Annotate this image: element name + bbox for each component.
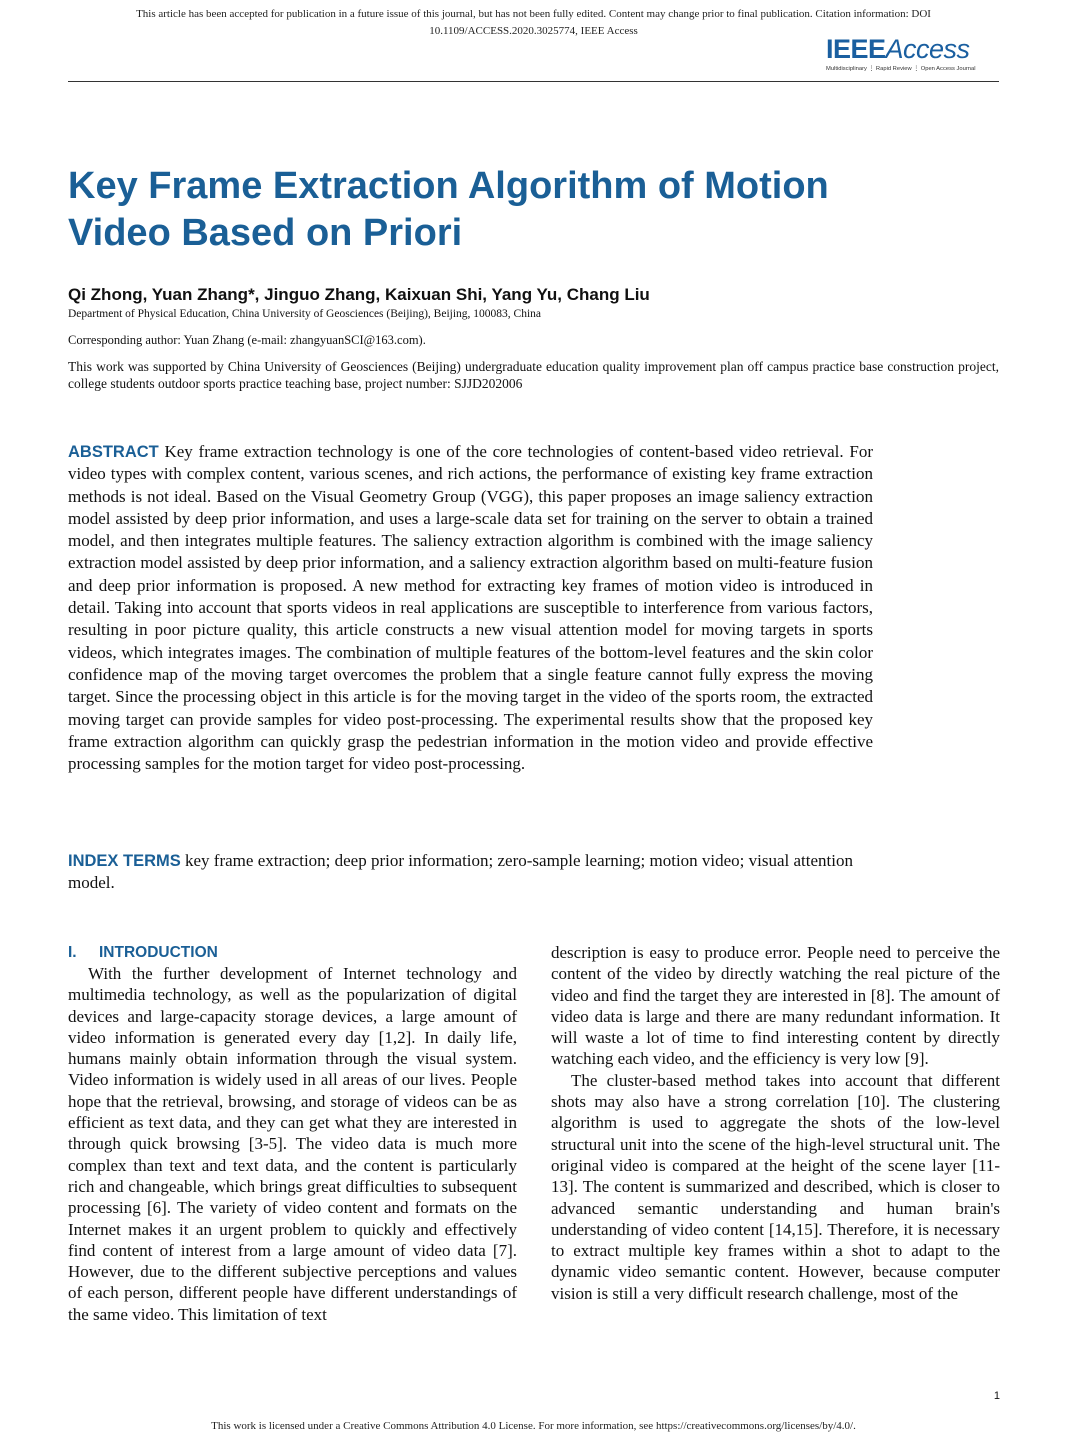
body-column-right: [551, 942, 1000, 1304]
title-line-2: Video Based on Priori: [68, 212, 463, 254]
page-number: 1: [993, 1390, 1000, 1402]
funding-statement: This work was supported by China University of Geosciences (Beijing) undergraduate education quality improvement plan off campus practice base construction project, college students outdoor sports practice teaching base, project number: SJJD202006: [68, 359, 999, 391]
logo-access-text: Access: [885, 34, 970, 64]
license-notice: This work is licensed under a Creative Commons Attribution 4.0 License. For more information, see https://creativecommons.org/licenses/by/4.0/.: [211, 1420, 856, 1432]
index-terms: [68, 850, 873, 895]
author-list: Qi Zhong, Yuan Zhang*, Jinguo Zhang, Kaixuan Shi, Yang Yu, Chang Liu: [68, 285, 650, 304]
abstract: [68, 441, 873, 775]
title-line-1: Key Frame Extraction Algorithm of Motion: [68, 165, 829, 207]
paragraph: With the further development of Internet technology and multimedia technology, as well as the popularization of digital devices and large-capacity storage devices, a large amount of video information is generated every day [1,2]. In daily life, humans mainly obtain information through the visual system. Video information is widely used in all areas of our lives. People hope that the retrieval, browsing, and storage of videos can be as efficient as text data, and they can get what they are interested in through quick browsing [3-5]. The video data is much more complex than text and text data, and the content is particularly rich and changeable, which brings great difficulties to subsequent processing [6]. The variety of video content and formats on the Internet makes it an urgent problem to quickly and effectively find content of interest from a large amount of video data [7]. However, due to the different subjective perceptions and values of each person, different people have different understandings of the same video. This limitation of text: [68, 964, 517, 1324]
affiliation: Department of Physical Education, China University of Geosciences (Beijing), Beijing, 100083, China: [68, 308, 541, 320]
section-title: INTRODUCTION: [99, 944, 218, 961]
abstract-text: Key frame extraction technology is one of the core technologies of content-based video retrieval. For video types with complex content, various scenes, and rich actions, the performance of existing key frame extraction methods is not ideal. Based on the Visual Geometry Group (VGG), this paper proposes an image saliency extraction model assisted by deep prior information, and uses a large-scale data set for training on the server to obtain a trained model, and then integrates multiple features. The saliency extraction algorithm is combined with the image saliency extraction model assisted by deep prior information, and a saliency extraction algorithm based on multi-feature fusion and deep prior information is proposed. A new method for extracting key frames of motion video is introduced in detail. Taking into account that sports videos in real applications are susceptible to interference from various factors, resulting in poor picture quality, this article constructs a new visual attention model for moving targets in sports videos, which integrates images. The combination of multiple features of the bottom-level features and the skin color confidence map of the moving target overcomes the problem that a single feature cannot fully express the moving target. Since the processing object in this article is for the moving target in the video of the sports room, the extracted moving target can provide samples for video post-processing. The experimental results show that the proposed key frame extraction algorithm can quickly grasp the pedestrian information in the motion video and provide effective processing samples for the motion target for video post-processing.: [68, 442, 873, 774]
logo-wordmark: [826, 34, 998, 65]
paper-title: [68, 163, 968, 257]
ieee-access-logo: [826, 34, 998, 72]
index-terms-label: INDEX TERMS: [68, 852, 181, 870]
section-number: I.: [68, 944, 77, 961]
logo-tagline: Multidisciplinary ⋮ Rapid Review ⋮ Open Access Journal: [826, 66, 976, 72]
section-heading: [68, 942, 517, 963]
paragraph: The cluster-based method takes into account that different shots may also have a strong correlation [10]. The clustering algorithm is used to aggregate the shots of the low-level structural unit into the scene of the high-level structural unit. The original video is compared at the height of the scene layer [11-13]. The content is summarized and described, which is closer to advanced semantic understanding and human brain's understanding of video content [14,15]. Therefore, it is necessary to extract multiple key frames within a shot to adapt to the dynamic video semantic content. However, because computer vision is still a very difficult research challenge, most of the: [551, 1070, 1000, 1303]
abstract-label: ABSTRACT: [68, 443, 159, 461]
logo-ieee-text: IEEE: [826, 34, 886, 64]
notice-line-2: 10.1109/ACCESS.2020.3025774, IEEE Access: [429, 25, 638, 37]
paragraph: description is easy to produce error. People need to perceive the content of the video by directly watching the real picture of the video and find the target they are interested in [8]. The amount of video data is large and there are many redundant information. It will waste a lot of time to find interesting content by directly watching each video, and the efficiency is very low [9].: [551, 943, 1000, 1069]
index-terms-text: key frame extraction; deep prior information; zero-sample learning; motion video; visual attention model.: [68, 851, 853, 893]
corresponding-author: Corresponding author: Yuan Zhang (e-mail: zhangyuanSCI@163.com).: [68, 333, 426, 347]
header-divider: [68, 81, 999, 82]
notice-line-1: This article has been accepted for publication in a future issue of this journal, but has not been fully edited. Content may change prior to final publication. Citation information: DOI: [136, 8, 931, 20]
body-column-left: [68, 942, 517, 1325]
